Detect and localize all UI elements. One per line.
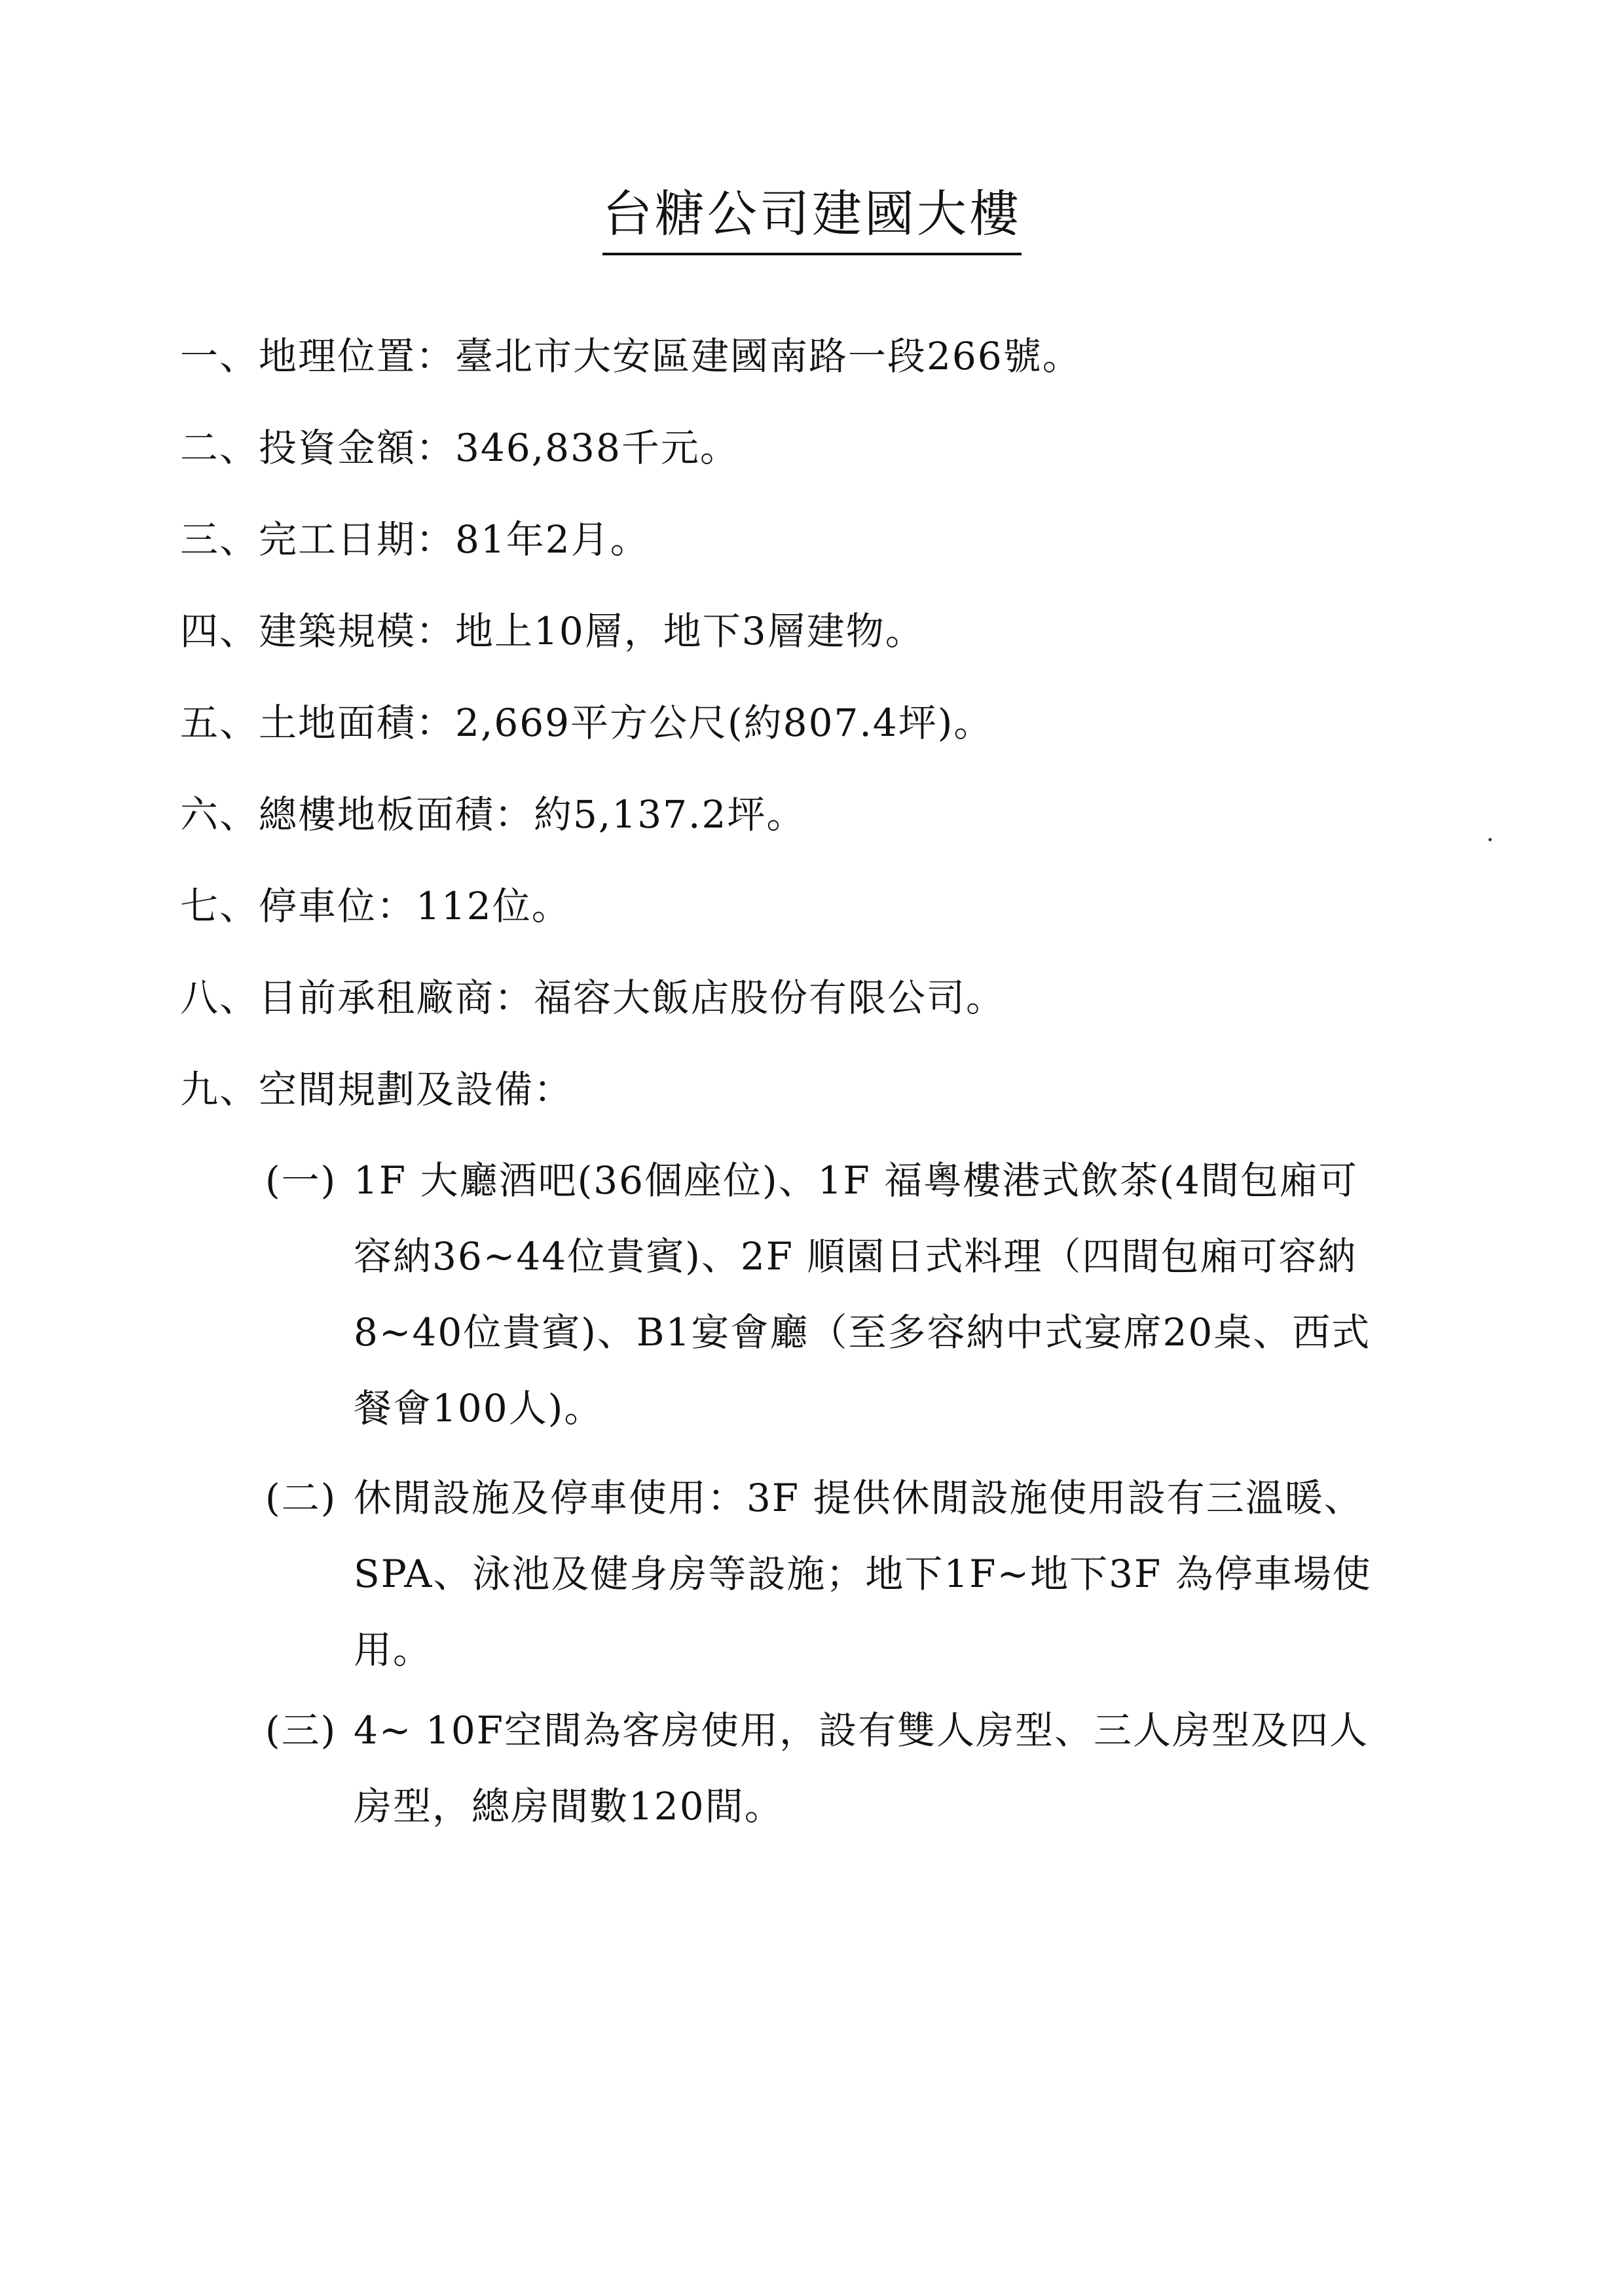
item-completion-date: 三、完工日期：81年2月。 (180, 517, 650, 562)
subitem-line (265, 1460, 1464, 1536)
subitem-label: (一) (265, 1158, 337, 1203)
document-title (0, 178, 1624, 255)
scan-speck (1488, 838, 1492, 841)
subitem-line: 房型，總房間數120間。 (354, 1784, 784, 1829)
subitem-label: (三) (265, 1708, 337, 1753)
item-floor-area: 六、總樓地板面積：約5,137.2坪。 (180, 792, 806, 837)
item-parking: 七、停車位：112位。 (180, 884, 571, 928)
item-building-scale: 四、建築規模：地上10層，地下3層建物。 (180, 609, 925, 653)
item-tenant: 八、目前承租廠商：福容大飯店股份有限公司。 (180, 975, 1006, 1020)
subitem-line: 容納36~44位貴賓)、2F 順園日式料理（四間包廂可容納 (354, 1234, 1357, 1279)
subitem-label: (二) (265, 1476, 337, 1520)
subitem-line: SPA、泳池及健身房等設施；地下1F~地下3F 為停車場使 (354, 1552, 1372, 1596)
subitem-text: 1F 大廳酒吧(36個座位)、1F 福粵樓港式飲茶(4間包廂可 (354, 1158, 1358, 1203)
item-location: 一、地理位置：臺北市大安區建國南路一段266號。 (180, 334, 1082, 378)
subitem-line (265, 1692, 1464, 1768)
subitem-line (265, 1142, 1464, 1218)
title-text: 台糖公司建國大樓 (602, 178, 1022, 255)
subitem-text: 4~ 10F空間為客房使用，設有雙人房型、三人房型及四人 (354, 1708, 1369, 1753)
subitem-leisure-parking (265, 1460, 1464, 1688)
item-investment: 二、投資金額：346,838千元。 (180, 426, 739, 470)
subitem-text: 休閒設施及停車使用：3F 提供休閒設施使用設有三溫暖、 (354, 1476, 1363, 1520)
item-space-planning: 九、空間規劃及設備： (180, 1067, 574, 1112)
subitem-line: 用。 (354, 1628, 433, 1672)
subitem-line: 餐會100人)。 (354, 1386, 604, 1430)
item-land-area: 五、土地面積：2,669平方公尺(約807.4坪)。 (180, 701, 993, 745)
subitem-line: 8~40位貴賓)、B1宴會廳（至多容納中式宴席20桌、西式 (354, 1310, 1371, 1355)
subitem-restaurants (265, 1142, 1464, 1446)
subitem-guest-rooms (265, 1692, 1464, 1844)
